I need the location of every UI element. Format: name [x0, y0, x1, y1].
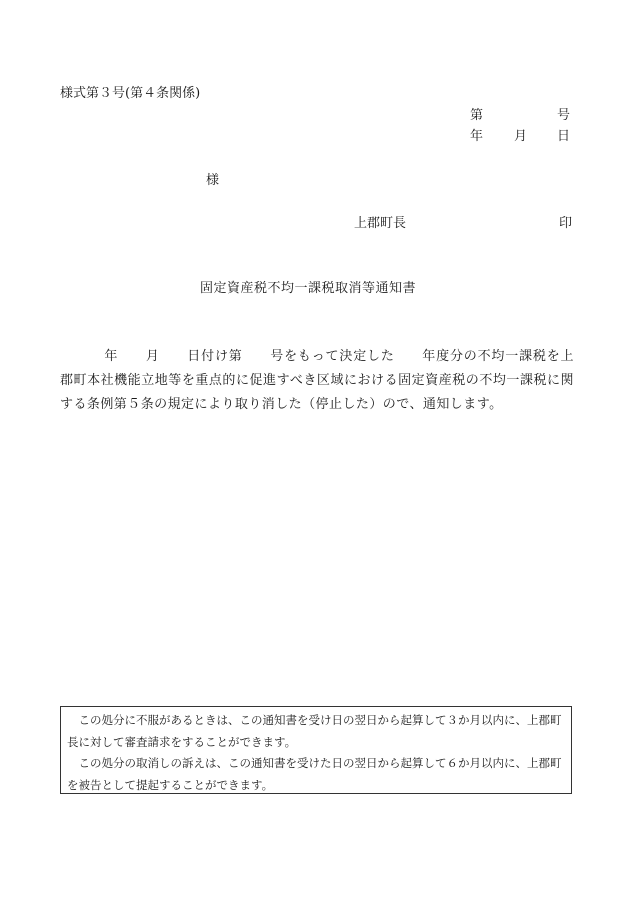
appeal-notice-box	[60, 706, 572, 794]
notification-body-text: 年 月 日付け第 号をもって決定した 年度分の不均一課税を上郡町本社機能立地等を重点的に促進すべき区域における固定資産税の不均一課税に関する条例第５条の規定により取り消した（停止した）ので、通知します。	[60, 349, 574, 412]
form-number: 様式第３号(第４条関係)	[60, 86, 201, 101]
date-day: 日	[556, 129, 570, 144]
appeal-notice-paragraph-2: この処分の取消しの訴えは、この通知書を受けた日の翌日から起算して６か月以内に、上郡町を被告として提起することができます。	[67, 756, 562, 792]
number-suffix: 号	[556, 108, 570, 123]
addressee-honorific: 様	[206, 173, 220, 188]
document-title: 固定資産税不均一課税取消等通知書	[200, 281, 417, 296]
seal-mark: 印	[558, 216, 572, 231]
notification-body	[60, 345, 574, 417]
date-year: 年	[470, 129, 484, 144]
issuer-name: 上郡町長	[354, 216, 407, 231]
date-month: 月	[514, 129, 528, 144]
appeal-notice-paragraph-1: この処分に不服があるときは、この通知書を受け日の翌日から起算して３か月以内に、上郡町長に対して審査請求をすることができます。	[67, 713, 562, 749]
number-prefix: 第	[470, 108, 484, 123]
